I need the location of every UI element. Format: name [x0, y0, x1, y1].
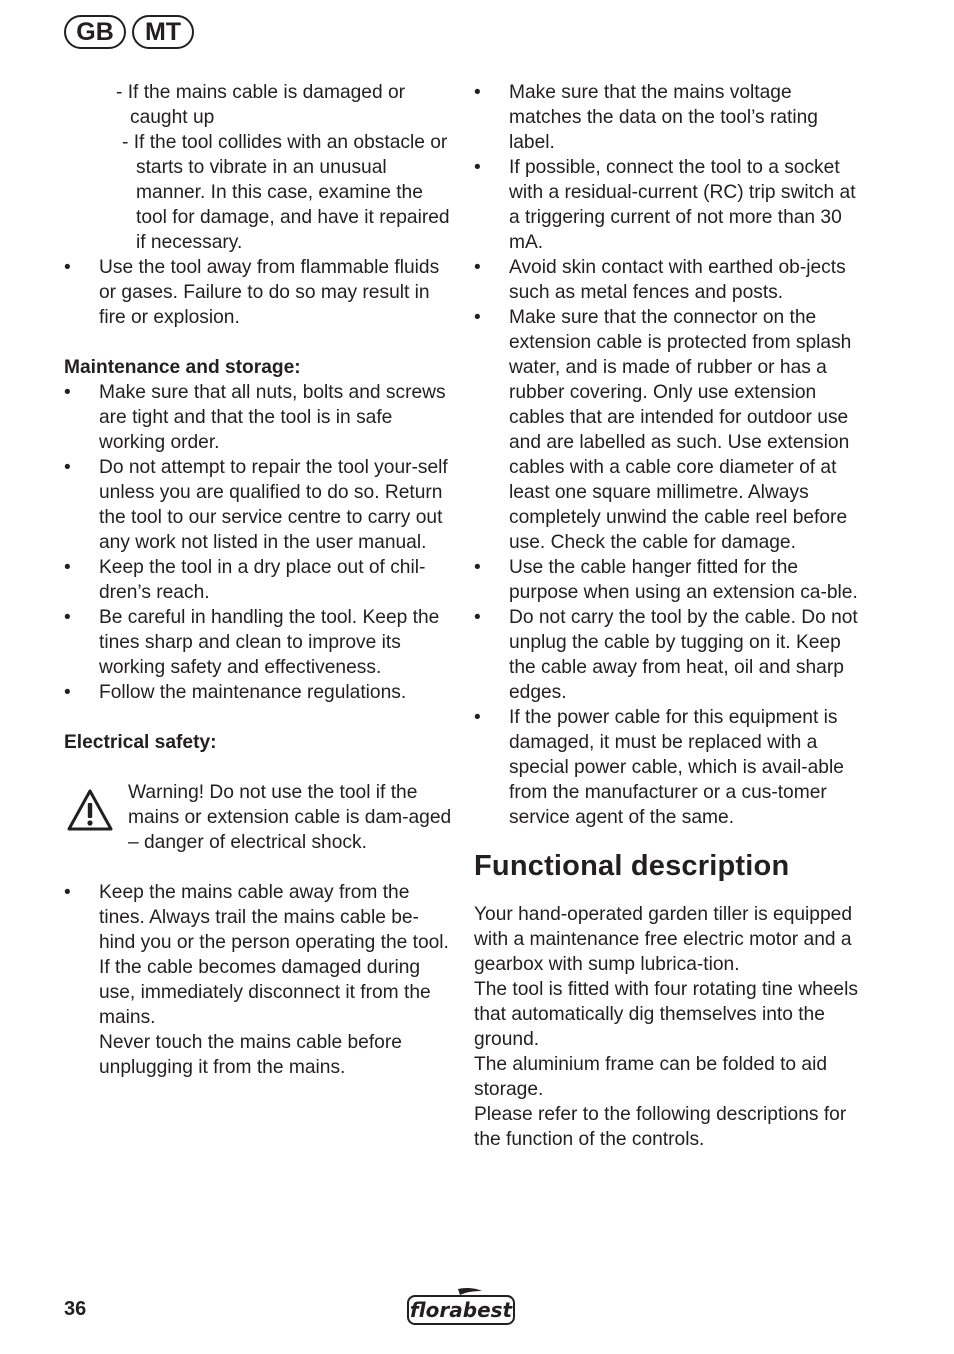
list-item-text: Keep the tool in a dry place out of chil-dren’s reach. — [99, 557, 426, 603]
language-badge-mt: MT — [132, 15, 194, 49]
list-item: • Make sure that the mains voltage matches the data on the tool’s rating label. — [474, 82, 818, 153]
section-heading-electrical: Electrical safety: — [64, 732, 217, 753]
list-item: • Use the cable hanger fitted for the purpose when using an extension ca-ble. — [474, 557, 858, 603]
logo-text: florabest — [409, 1298, 513, 1322]
left-column — [64, 80, 454, 1080]
list-item-text: Make sure that the mains voltage matches the data on the tool’s rating label. — [509, 82, 818, 153]
section-heading-maintenance: Maintenance and storage: — [64, 357, 301, 378]
page-number: 36 — [64, 1298, 87, 1320]
list-item-text: Do not carry the tool by the cable. Do not unplug the cable by tugging on it. Keep the cable away from heat, oil and sharp edges. — [509, 607, 858, 703]
warning-triangle-icon — [66, 788, 114, 832]
warning-text: Warning! Do not use the tool if the mains or extension cable is dam-aged – danger of electrical shock. — [128, 782, 452, 853]
warning-note — [64, 780, 454, 855]
list-item: • If the power cable for this equipment is damaged, it must be replaced with a special power cable, which is avail-able from the manufacturer or a cus-tomer service agent of the same. — [474, 707, 844, 828]
bullet: • — [64, 257, 71, 278]
list-item: • Keep the tool in a dry place out of chil-dren’s reach. — [64, 557, 426, 603]
list-item: • Do not carry the tool by the cable. Do not unplug the cable by tugging on it. Keep the cable away from heat, oil and sharp edges. — [474, 607, 858, 703]
language-badge-gb: GB — [64, 15, 126, 49]
list-item: • Make sure that all nuts, bolts and screws are tight and that the tool is in safe working order. — [64, 382, 446, 453]
paragraph: Please refer to the following descriptions for the function of the controls. — [474, 1104, 847, 1150]
list-item-text: Make sure that all nuts, bolts and screws are tight and that the tool is in safe working order. — [99, 382, 446, 453]
list-item: • Make sure that the connector on the extension cable is protected from splash water, and is made of rubber or has a rubber covering. Only use extension cables that are intended for outdoor use and are labelled as such. Use extension cables with a cable core diameter of at least one square millimetre. Always completely unwind the cable reel before use. Check the cable for damage. — [474, 307, 852, 553]
list-item: • If possible, connect the tool to a socket with a residual-current (RC) trip switch at a triggering current of not more than 30 mA. — [474, 157, 856, 253]
paragraph: The aluminium frame can be folded to aid storage. — [474, 1054, 828, 1100]
list-item: • Be careful in handling the tool. Keep the tines sharp and clean to improve its working safety and effectiveness. — [64, 607, 440, 678]
paragraph: The tool is fitted with four rotating tine wheels that automatically dig themselves into the ground. — [474, 979, 858, 1050]
list-item-text: Make sure that the connector on the extension cable is protected from splash water, and is made of rubber or has a rubber covering. Only use extension cables that are intended for outdoor use and are labelled as such. Use extension cables with a cable core diameter of at least one square millimetre. Always completely unwind the cable reel before use. Check the cable for damage. — [509, 307, 852, 553]
list-item-text: Follow the maintenance regulations. — [99, 682, 407, 703]
list-item-text: Avoid skin contact with earthed ob-jects such as metal fences and posts. — [509, 257, 846, 303]
list-item-text: If possible, connect the tool to a socket with a residual-current (RC) trip switch at a triggering current of not more than 30 mA. — [509, 157, 856, 253]
section-heading-functional-description: Functional description — [474, 850, 790, 882]
list-item: • Do not attempt to repair the tool your-self unless you are qualified to do so. Return the tool to our service centre to carry out any work not listed in the user manual. — [64, 457, 448, 553]
list-item-text: Be careful in handling the tool. Keep the tines sharp and clean to improve its working safety and effectiveness. — [99, 607, 440, 678]
list-item-text: Use the tool away from flammable fluids or gases. Failure to do so may result in fire or explosion. — [99, 257, 440, 328]
list-item-flammable — [64, 255, 454, 330]
list-item-text: Do not attempt to repair the tool your-self unless you are qualified to do so. Return the tool to our service centre to carry out any work not listed in the user manual. — [99, 457, 448, 553]
list-item-text: If the power cable for this equipment is damaged, it must be replaced with a special power cable, which is avail-able from the manufacturer or a cus-tomer service agent of the same. — [509, 707, 844, 828]
paragraph: Your hand-operated garden tiller is equipped with a maintenance free electric motor and a gearbox with sump lubrica-tion. — [474, 904, 852, 975]
list-item-text: Keep the mains cable away from the tines. Always trail the mains cable be-hind you or the person operating the tool. If the cable becomes damaged during use, immediately disconnect it from the mains. — [99, 882, 449, 1028]
sub-item-cable-damaged: - If the mains cable is damaged or caught up — [116, 82, 406, 128]
language-badges — [64, 15, 194, 49]
list-item-text: Use the cable hanger fitted for the purpose when using an extension ca-ble. — [509, 557, 858, 603]
sub-item-tool-collides: - If the tool collides with an obstacle or starts to vibrate in an unusual manner. In this case, examine the tool for damage, and have it repaired if necessary. — [122, 132, 450, 253]
list-item-cable: • Keep the mains cable away from the tines. Always trail the mains cable be-hind you or the person operating the tool. If the cable becomes damaged during use, immediately disconnect it from the mains. Never touch the mains cable before unplugging it from the mains. — [64, 880, 454, 1080]
list-item: • Avoid skin contact with earthed ob-jects such as metal fences and posts. — [474, 257, 846, 303]
list-item: • Follow the maintenance regulations. — [64, 682, 407, 703]
list-item-text-extra: Never touch the mains cable before unplugging it from the mains. — [99, 1032, 402, 1078]
right-column — [474, 80, 869, 1152]
florabest-logo — [406, 1287, 516, 1327]
